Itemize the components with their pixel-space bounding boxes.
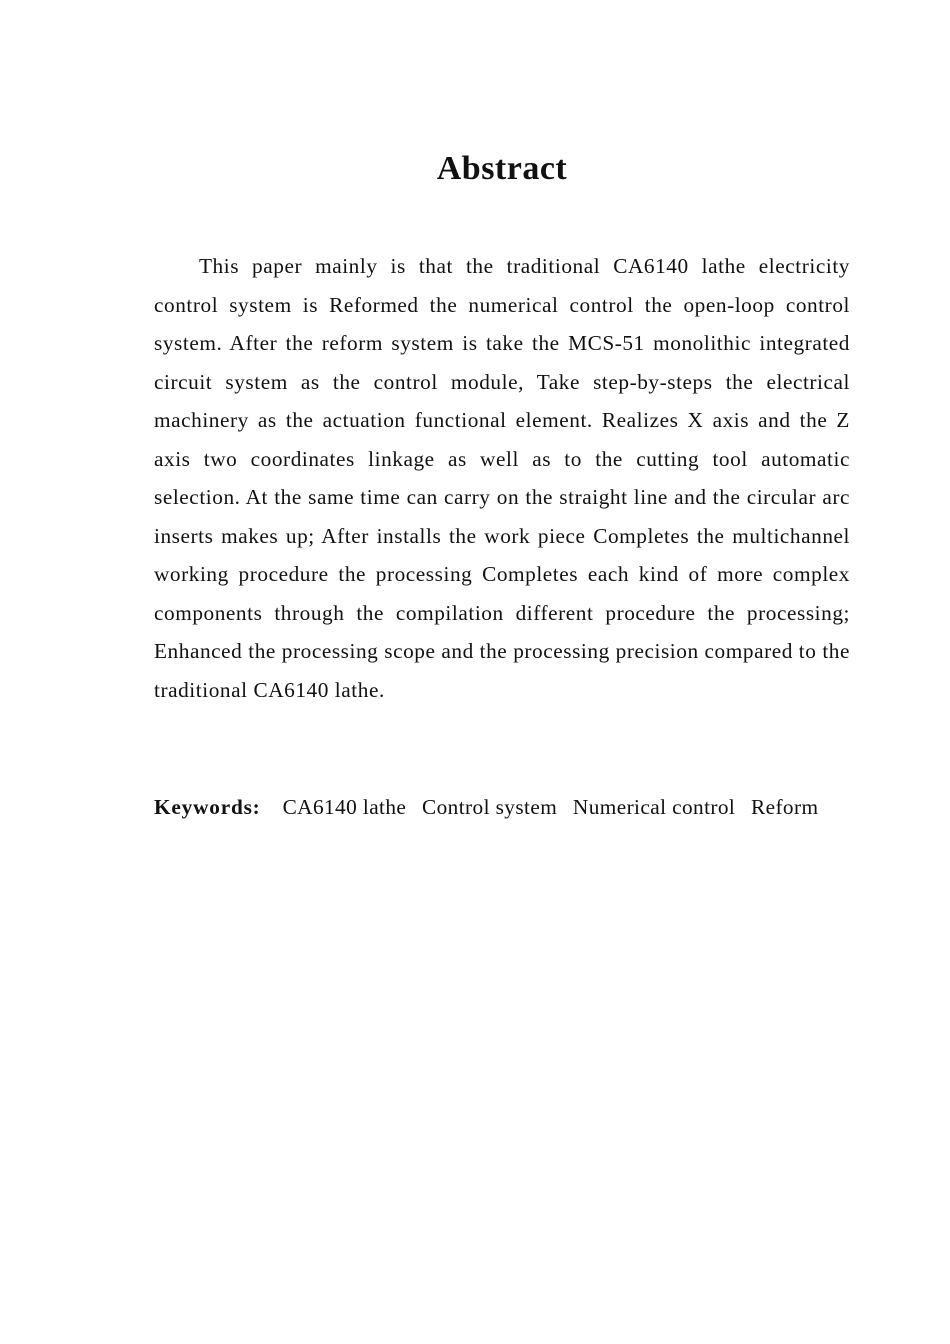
abstract-title: Abstract [436, 150, 568, 187]
keyword-item: CA6140 lathe [282, 795, 407, 819]
keyword-item: Reform [750, 795, 819, 819]
keyword-item: Control system [422, 795, 558, 819]
keywords-line [154, 788, 850, 827]
keywords-label: Keywords: [154, 795, 261, 819]
keyword-item: Numerical control [572, 795, 736, 819]
abstract-body: This paper mainly is that the traditional CA6140 lathe electricity control system is Reformed the numerical control the open-loop control system. After the reform system is take the MCS-51 monolithic integrated circuit system as the control module, Take step-by-steps the electrical machinery as the actuation functional element. Realizes X axis and the Z axis two coordinates linkage as well as to the cutting tool automatic selection. At the same time can carry on the straight line and the circular arc inserts makes up; After installs the work piece Completes the multichannel working procedure the processing Completes each kind of more complex components through the compilation different procedure the processing; Enhanced the processing scope and the processing precision compared to the traditional CA6140 lathe. [154, 254, 850, 702]
